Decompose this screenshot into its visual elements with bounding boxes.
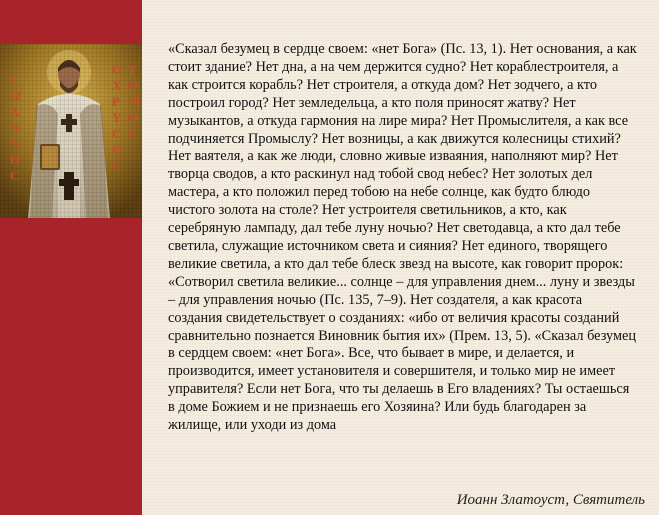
svg-text:Α: Α xyxy=(10,104,20,119)
svg-text:Χ: Χ xyxy=(112,78,122,93)
saint-icon-mosaic xyxy=(0,44,142,218)
svg-text:Μ: Μ xyxy=(128,94,141,109)
svg-text:С: С xyxy=(10,168,20,183)
quote-author: Иоанн Златоуст, Святитель xyxy=(456,492,645,508)
svg-text:С: С xyxy=(112,158,122,173)
svg-text:Ν: Ν xyxy=(10,120,20,135)
svg-text:Ο: Ο xyxy=(112,142,123,157)
svg-text:Ο: Ο xyxy=(128,78,139,93)
svg-text:Η: Η xyxy=(10,152,21,167)
svg-text:Ω: Ω xyxy=(10,88,21,103)
svg-text:Ι: Ι xyxy=(10,72,16,87)
svg-text:Ρ: Ρ xyxy=(112,94,120,109)
svg-text:Υ: Υ xyxy=(112,110,122,125)
quote-text: «Сказал безумец в сердце своем: «нет Бога» (Пс. 13, 1). Нет основания, а как стоит здание? Нет дна, а на чем держится судно? Нет кораблестроителя, а как строится корабль? Нет строителя, а откуда дом? Нет зодчего, а кто построил город? Нет земледельца, а кто поля приносят жатву? Нет музыкантов, а откуда гармония на лире мира? Нет Промыслителя, а как все подчиняется Промыслу? Нет возницы, а как движутся колесницы стихий? Нет ваятеля, а как же люди, словно живые изваяния, наполняют мир? Нет творца сводов, а кто раскинул над тобой свод небес? Нет золотых дел мастера, а кто положил перед тобою на небе солнце, как будто блюдо чистого золота на столе? Нет устроителя светильников, а кто, как серебряную лампаду, дал тебе луну ночью? Нет светодавца, а кто дал тебе светила, служащие источником света и сияния? Нет единого, творящего великие светила, а кто дал тебе блеск звезд на высоте, как говорит пророк: «Сотворил светила великие... солнце – для управления днем... луну и звезды – для управления ночью (Пс. 135, 7–9). Нет создателя, а как красота создания свидетельствует о созданиях: «ибо от величия красоты созданий сравнительно познается Виновник бытия их» (Прем. 13, 5). «Сказал безумец в сердцем своем: «нет Бога». Все, что бывает в мире, и делается, и производится, имеет установителя и совершителя, и только мир не имеет управителя? Если нет Бога, что ты делаешь в Его владениях? Ты остаешься в доме Божием и не признаешь его Хозяина? Или будь благодарен за жилище, или уходи из дома xyxy=(168,41,637,434)
svg-text:Ο: Ο xyxy=(128,110,139,125)
svg-text:Ο: Ο xyxy=(112,62,123,77)
saint-icon-image xyxy=(0,44,142,218)
svg-text:Ν: Ν xyxy=(10,136,20,151)
svg-text:С: С xyxy=(112,126,122,141)
svg-text:С: С xyxy=(128,126,138,141)
svg-text:Τ: Τ xyxy=(128,62,137,77)
